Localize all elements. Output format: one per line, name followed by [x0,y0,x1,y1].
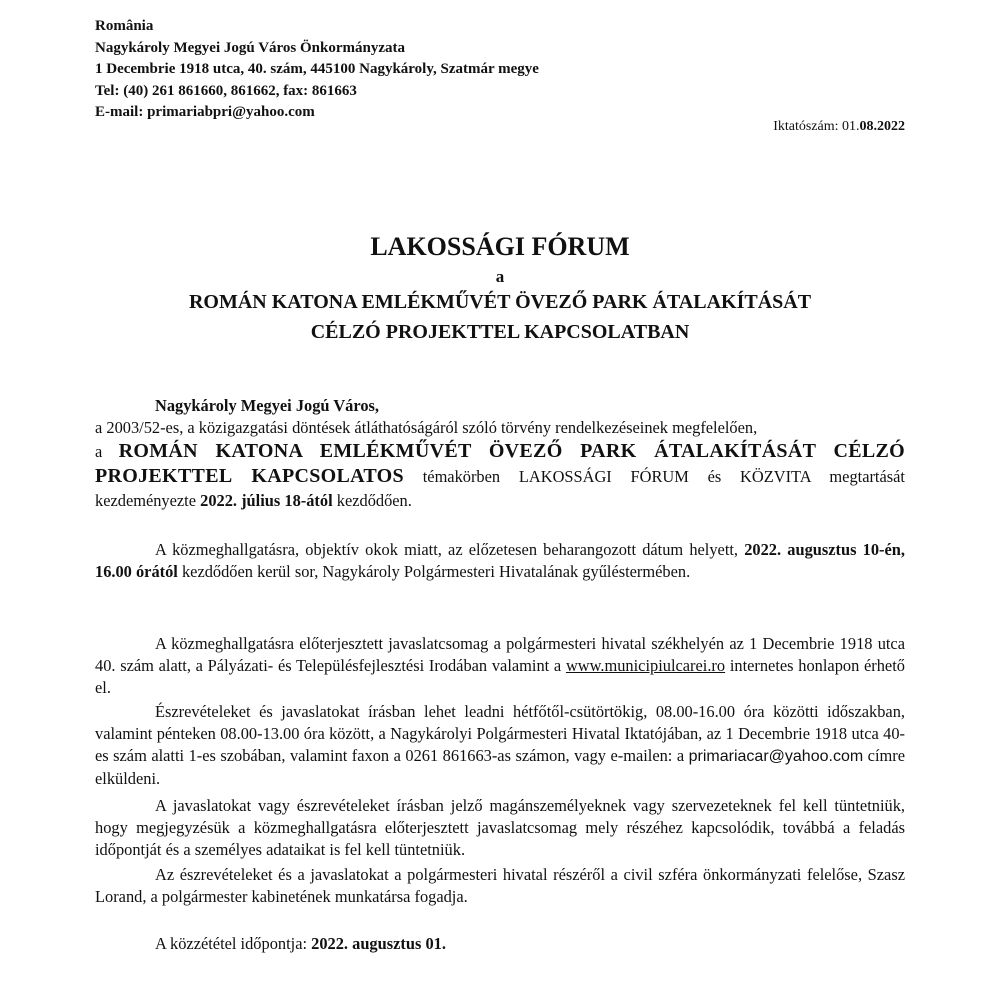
proposal-paragraph [95,633,905,699]
hearing-date: 2022. augusztus 10-én, 16.00 órától [95,540,905,581]
proposal-text-1: A közmeghallgatásra előterjesztett javaslatcsomag a polgármesteri hivatal székhelyén az 1 Decembrie 1918 utca 40. szám alatt, a Pályázati- és Településfejlesztési Irodában valamint a [95,634,905,675]
title-connector: a [495,267,505,286]
letterhead-institution: Nagykároly Megyei Jogú Város Önkormányzata [95,39,405,56]
publication-paragraph [95,933,905,955]
intro-project-name: ROMÁN KATONA EMLÉKMŰVÉT ÖVEZŐ PARK ÁTALAKÍTÁSÁT CÉLZÓ PROJEKTTEL KAPCSOLATOS [95,440,905,487]
submission-text-2: címre elküldeni. [95,746,905,788]
letterhead-address: 1 Decembrie 1918 utca, 40. szám, 445100 Nagykároly, Szatmár megye [95,61,539,77]
submission-paragraph [95,701,905,790]
letterhead-phone: Tel: (40) 261 861660, 861662, fax: 861663 [95,82,357,99]
title-line-1: ROMÁN KATONA EMLÉKMŰVÉT ÖVEZŐ PARK ÁTALAKÍTÁSÁT [188,291,812,313]
intro-topic-text: témakörben LAKOSSÁGI FÓRUM és KÖZVITA megtartását kezdeményezte [95,467,905,510]
requirements-paragraph: A javaslatokat vagy észrevételeket írásban jelző magánszemélyeknek vagy szervezeteknek fel kell tüntetniük, hogy megjegyzésük a közmeghallgatásra előterjesztett javaslatcsomag mely részéhez kapcsolódik, továbbá a feladás időpontját és a személyes adataikat is fel kell tüntetniük. [95,796,905,859]
letterhead [95,16,539,124]
registration-label: Iktatószám: 01. [773,119,860,134]
title-line-2: CÉLZÓ PROJEKTTEL KAPCSOLATBAN [310,321,690,343]
proposal-text-2: internetes honlapon érhető el. [95,656,905,697]
registration-number [773,119,905,135]
letterhead-country: România [95,18,154,34]
hearing-text-2: kezdődően kerül sor, Nagykároly Polgármesteri Hivatalának gyűléstermében. [181,562,691,581]
publication-label: A közzététel időpontja: [155,934,308,953]
submission-text-1: Észrevételeket és javaslatokat írásban lehet leadni hétfőtől-csütörtökig, 08.00-16.00 óra közötti időszakban, valamint pénteken 08.00-13.00 óra között, a Nagykárolyi Polgármesteri Hivatal Iktatójában, az 1 Decembrie 1918 utca 40-es szám alatti 1-es szobában, valamint faxon a 0261 861663-as számon, vagy e-mailen: a [95,702,905,765]
hearing-paragraph [95,539,905,583]
publication-date: 2022. augusztus 01. [311,934,446,953]
registration-value: 08.2022 [859,119,905,134]
website-link[interactable]: www.municipiulcarei.ro [565,656,726,675]
hearing-text-1: A közmeghallgatásra, objektív okok miatt, az előzetesen beharangozott dátum helyett, [155,540,739,559]
intro-body [95,439,905,513]
responsible-paragraph: Az észrevételeket és a javaslatokat a polgármesteri hivatal részéről a civil szféra önkormányzati felelőse, Szasz Lorand, a polgármester kabinetének munkatársa fogadja. [95,865,905,906]
intro-law-text: a 2003/52-es, a közigazgatási döntések átláthatóságáról szóló törvény rendelkezéseinek megfelelően, [95,418,758,437]
intro-city: Nagykároly Megyei Jogú Város, [155,396,380,415]
letterhead-email: E-mail: primariabpri@yahoo.com [95,104,315,120]
intro-start-suffix: kezdődően. [336,491,412,510]
document-title [95,227,905,347]
intro-paragraph [95,395,905,513]
intro-a-prefix: a [95,442,103,461]
intro-start-date: 2022. július 18-ától [200,491,333,510]
submission-email[interactable]: primariacar@yahoo.com [688,748,864,765]
title-main: LAKOSSÁGI FÓRUM [370,232,630,261]
